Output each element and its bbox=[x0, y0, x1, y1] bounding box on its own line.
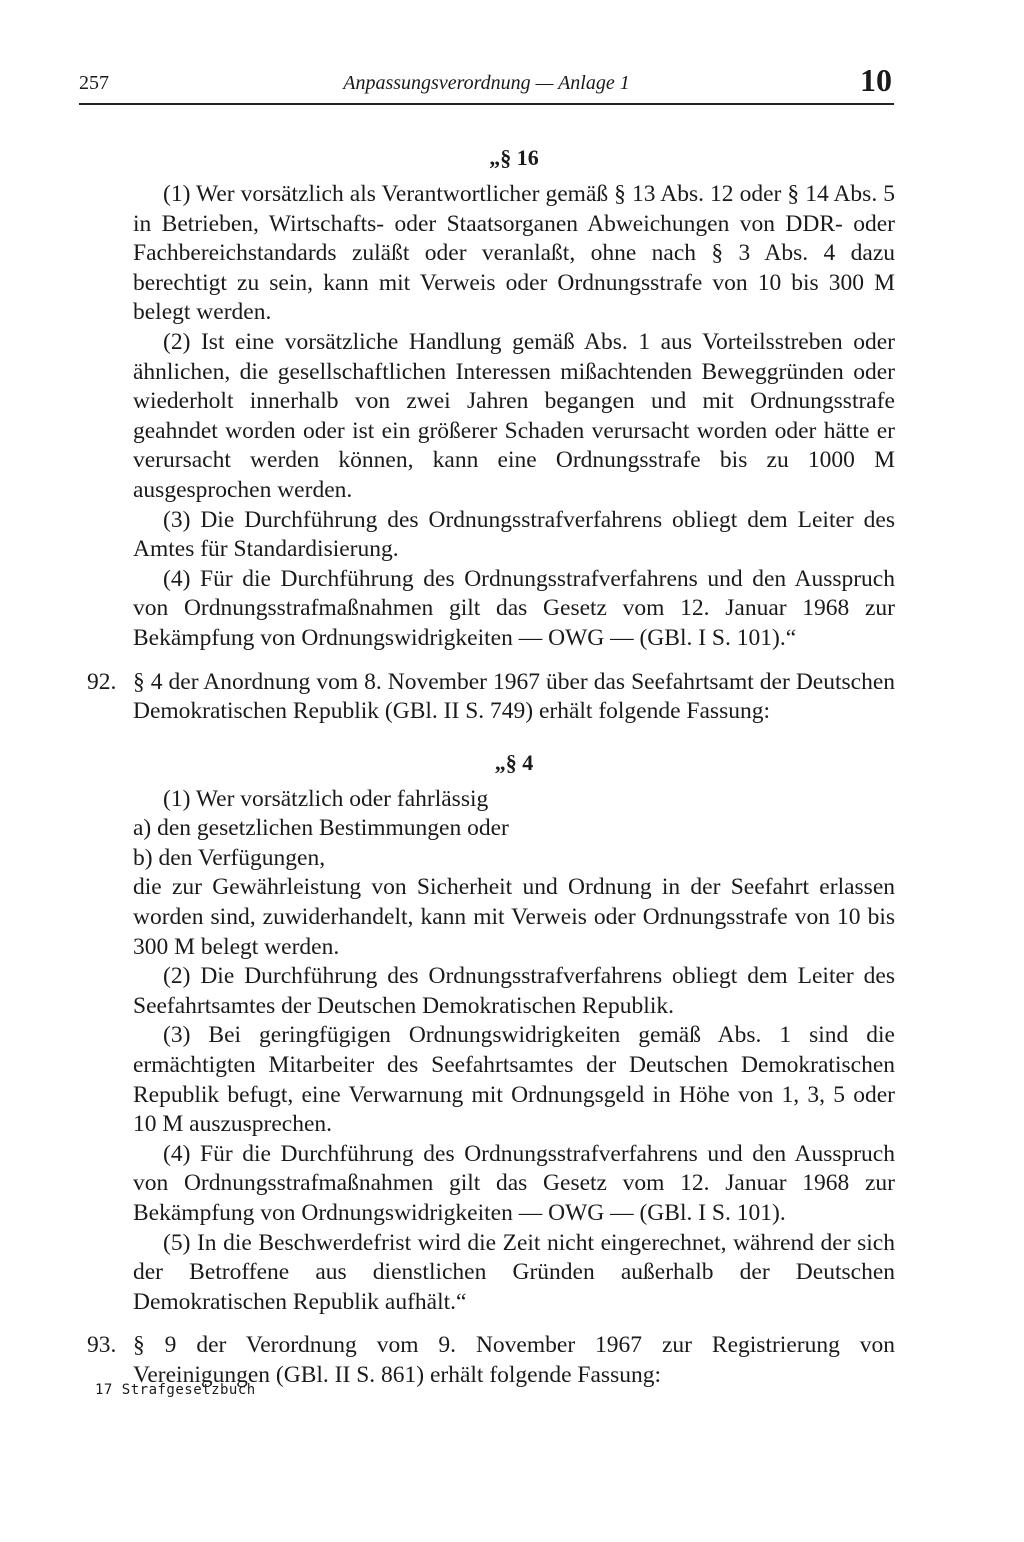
item-number: 93. bbox=[87, 1332, 117, 1359]
section-4-paragraph-3: (3) Bei geringfügigen Ordnungswidrigkeiten gemäß Abs. 1 sind die ermächtigten Mitarbeiter des Seefahrtsamtes der Deutschen Demokratischen Republik befugt, eine Verwarnung mit Ordnungsgeld in Höhe von 1, 3, 5 oder 10 M auszusprechen. bbox=[133, 1022, 895, 1138]
chapter-number: 10 bbox=[860, 62, 892, 98]
section-4-paragraph-1-intro: (1) Wer vorsätzlich oder fahrlässig bbox=[163, 785, 489, 812]
page-number: 257 bbox=[79, 72, 109, 94]
section-16-paragraph-4: (4) Für die Durchführung des Ordnungsstrafverfahrens und den Ausspruch von Ordnungsstrafmaßnahmen gilt das Gesetz vom 12. Januar 1968 zur Bekämpfung von Ordnungswidrigkeiten — OWG — (GBl. I S. 101).“ bbox=[133, 565, 895, 651]
section-4-heading: „§ 4 bbox=[494, 749, 534, 775]
spacer bbox=[133, 1317, 895, 1331]
item-text: § 4 der Anordnung vom 8. November 1967 über das Seefahrtsamt der Deutschen Demokratischen Republik (GBl. II S. 749) erhält folgende Fassung: bbox=[133, 668, 895, 725]
section-4-paragraph-2: (2) Die Durchführung des Ordnungsstrafverfahrens obliegt dem Leiter des Seefahrtsamtes der Deutschen Demokratischen Republik. bbox=[133, 963, 895, 1019]
header-rule bbox=[79, 103, 894, 105]
section-4-point-a: a) den gesetzlichen Bestimmungen oder bbox=[133, 815, 509, 842]
list-item-92 bbox=[87, 668, 895, 727]
section-4-paragraph-1-rest: die zur Gewährleistung von Sicherheit und Ordnung in der Seefahrt erlassen worden sind, zuwiderhandelt, kann mit Verweis oder Ordnungsstrafe von 10 bis 300 M belegt werden. bbox=[133, 874, 895, 960]
section-4-point-b: b) den Verfügungen, bbox=[133, 844, 326, 871]
section-16-heading: „§ 16 bbox=[489, 145, 539, 170]
signature-mark: 17 Strafgesetzbuch bbox=[95, 1382, 256, 1398]
spacer bbox=[133, 727, 895, 741]
section-4-paragraph-4: (4) Für die Durchführung des Ordnungsstrafverfahrens und den Ausspruch von Ordnungsstrafmaßnahmen gilt das Gesetz vom 12. Januar 1968 zur Bekämpfung von Ordnungswidrigkeiten — OWG — (GBl. I S. 101). bbox=[133, 1140, 895, 1226]
item-text: § 9 der Verordnung vom 9. November 1967 zur Registrierung von Vereinigungen (GBl. II S. 861) erhält folgende Fassung: bbox=[133, 1332, 895, 1388]
header-title: Anpassungsverordnung — Anlage 1 bbox=[343, 72, 630, 94]
item-number: 92. bbox=[87, 668, 117, 695]
section-4-paragraph-5: (5) In die Beschwerdefrist wird die Zeit nicht eingerechnet, während der sich der Betroffene aus dienstlichen Gründen außerhalb der Deutschen Demokratischen Republik aufhält.“ bbox=[133, 1229, 895, 1315]
running-header bbox=[79, 62, 894, 104]
spacer bbox=[133, 654, 895, 668]
section-16-paragraph-3: (3) Die Durchführung des Ordnungsstrafverfahrens obliegt dem Leiter des Amtes für Standardisierung. bbox=[133, 506, 895, 563]
section-16-paragraph-2: (2) Ist eine vorsätzliche Handlung gemäß Abs. 1 aus Vorteilsstreben oder ähnlichen, die gesellschaftlichen Interessen mißachtenden Beweggründen oder wiederholt innerhalb von zwei Jahren begangen und mit Ordnungsstrafe geahndet worden oder ist ein größerer Schaden verursacht worden oder hätte er verursacht werden können, kann eine Ordnungsstrafe bis zu 1000 M ausgesprochen werden. bbox=[133, 328, 895, 503]
section-16-paragraph-1: (1) Wer vorsätzlich als Verantwortlicher gemäß § 13 Abs. 12 oder § 14 Abs. 5 in Betrieben, Wirtschafts- oder Staatsorganen Abweichungen von DDR- oder Fachbereichstandards zuläßt oder veranlaßt, ohne nach § 3 Abs. 4 dazu berechtigt zu sein, kann mit Verweis oder Ordnungsstrafe von 10 bis 300 M belegt werden. bbox=[133, 181, 895, 326]
